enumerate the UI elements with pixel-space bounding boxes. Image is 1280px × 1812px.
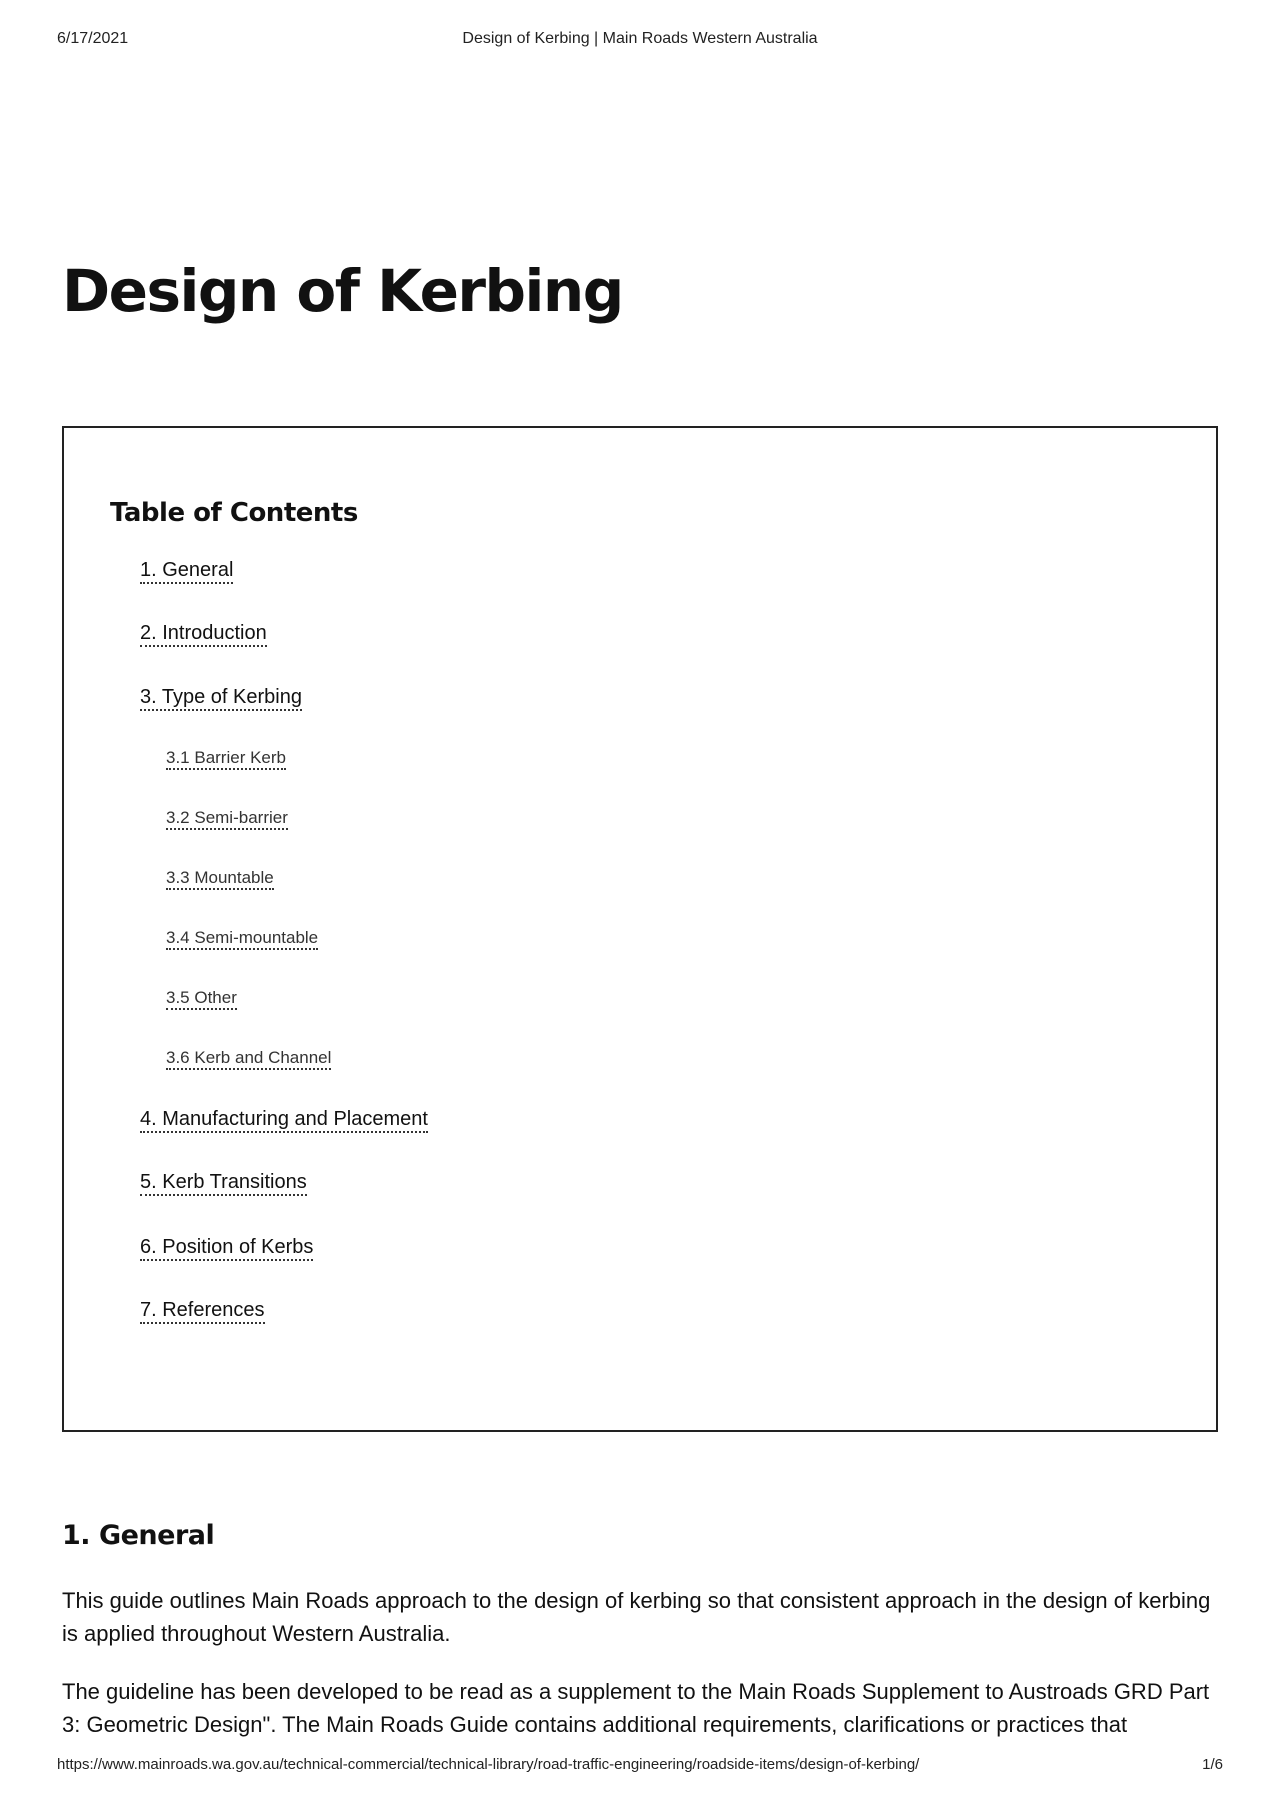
toc-item-semi-barrier	[166, 808, 288, 828]
toc-item-kerb-and-channel	[166, 1048, 331, 1068]
toc-link-kerb-transitions[interactable]: 5. Kerb Transitions	[140, 1171, 307, 1196]
general-paragraph-1: This guide outlines Main Roads approach to the design of kerbing so that consistent approach in the design of kerbing is applied throughout Western Australia.	[62, 1588, 1211, 1646]
print-page-number: 1/6	[1202, 1756, 1223, 1773]
toc-link-position-of-kerbs[interactable]: 6. Position of Kerbs	[140, 1236, 313, 1261]
toc-link-introduction[interactable]: 2. Introduction	[140, 622, 267, 647]
toc-link-other[interactable]: 3.5 Other	[166, 988, 237, 1010]
toc-link-barrier-kerb[interactable]: 3.1 Barrier Kerb	[166, 748, 286, 770]
toc-link-mountable[interactable]: 3.3 Mountable	[166, 868, 274, 890]
toc-link-references[interactable]: 7. References	[140, 1299, 265, 1324]
table-of-contents	[62, 426, 1218, 1432]
toc-item-manufacturing-and-placement	[140, 1108, 428, 1131]
toc-link-kerb-and-channel[interactable]: 3.6 Kerb and Channel	[166, 1048, 331, 1070]
toc-item-introduction	[140, 622, 267, 645]
print-header	[0, 30, 1280, 54]
page-title: Design of Kerbing	[62, 257, 623, 325]
toc-link-type-of-kerbing[interactable]: 3. Type of Kerbing	[140, 686, 302, 711]
print-footer	[0, 1756, 1280, 1780]
print-page-title: Design of Kerbing | Main Roads Western Australia	[462, 30, 818, 47]
toc-link-semi-barrier[interactable]: 3.2 Semi-barrier	[166, 808, 288, 830]
toc-heading: Table of Contents	[110, 498, 358, 528]
toc-item-mountable	[166, 868, 274, 888]
toc-item-kerb-transitions	[140, 1171, 307, 1194]
general-paragraph-2: The guideline has been developed to be read as a supplement to the Main Roads Supplement to Austroads GRD Part 3: Geometric Design". The Main Roads Guide contains additional requirements, clarifications or practices that	[62, 1679, 1210, 1737]
toc-item-barrier-kerb	[166, 748, 286, 768]
print-url: https://www.mainroads.wa.gov.au/technical-commercial/technical-library/road-traffic-engineering/roadside-items/design-of-kerbing/	[57, 1756, 920, 1773]
toc-link-general[interactable]: 1. General	[140, 559, 233, 584]
toc-item-references	[140, 1299, 265, 1322]
toc-link-semi-mountable[interactable]: 3.4 Semi-mountable	[166, 928, 318, 950]
toc-item-general	[140, 559, 233, 582]
toc-item-position-of-kerbs	[140, 1236, 313, 1259]
print-date: 6/17/2021	[57, 30, 129, 47]
section-heading-general: 1. General	[62, 1520, 215, 1551]
toc-item-semi-mountable	[166, 928, 318, 948]
toc-item-other	[166, 988, 237, 1008]
toc-link-manufacturing-and-placement[interactable]: 4. Manufacturing and Placement	[140, 1108, 428, 1133]
toc-item-type-of-kerbing	[140, 686, 302, 709]
